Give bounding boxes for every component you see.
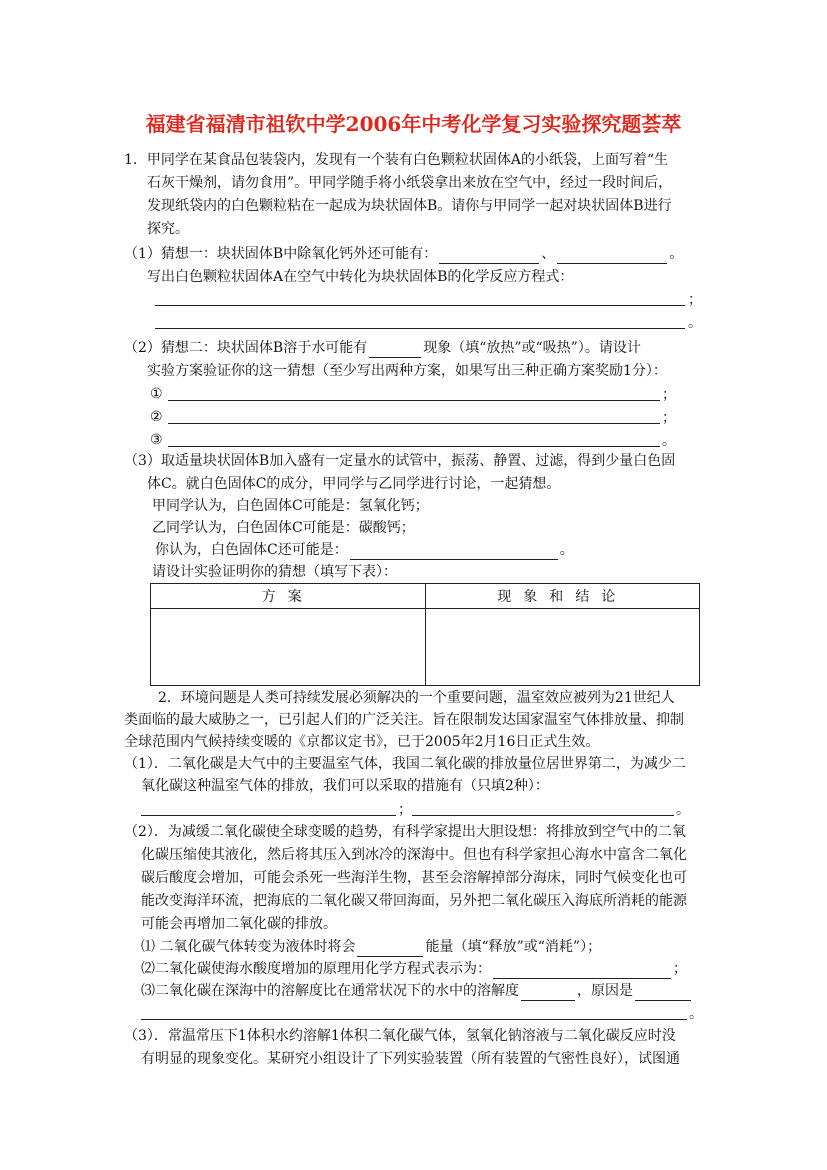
separator: 、 (541, 246, 556, 262)
table-header-plan: 方案 (151, 584, 426, 609)
period: 。 (662, 433, 676, 449)
q2-intro-line-3: 全球范围内气候持续变暖的《京都议定书》，已于2005年2月16日正式生效。 (124, 734, 600, 750)
semicolon: ； (673, 961, 687, 977)
answer-blank[interactable] (439, 248, 539, 264)
q2-sub3-line-2: 有明显的现象变化。某研究小组设计了下列实验装置（所有装置的气密性良好），试图通 (141, 1051, 680, 1067)
q1-part3-line-1: （3）取适量块状固体B加入盛有一定量水的试管中，振荡、静置、过滤，得到少量白色固 (124, 453, 676, 469)
semicolon: ； (662, 410, 676, 426)
q1-part1-line (124, 244, 683, 264)
table-cell-plan[interactable] (151, 609, 426, 686)
q1-stem-line-2: 石灰干燥剂，请勿食用”。甲同学随手将小纸袋拿出来放在空气中，经过一段时间后， (147, 175, 673, 191)
q2-sub2-item-3 (141, 981, 693, 1001)
q1-part3-design-prompt: 请设计实验证明你的猜想（填写下表）： (152, 564, 397, 580)
answer-line[interactable] (155, 328, 685, 329)
q1-part2-prompt: （2）猜想二：块状固体B溶于水可能有 (124, 340, 368, 356)
q2-sub1-line-1: （1）．二氧化碳是大气中的主要温室气体，我国二氧化碳的排放量位居世界第二，为减少二 (124, 756, 686, 772)
circled-2: ② (150, 409, 163, 425)
circled-1: ① (150, 386, 163, 402)
answer-blank[interactable] (557, 248, 667, 264)
q1-part1-equation-prompt: 写出白色颗粒状固体A在空气中转化为块状固体B的化学反应方程式： (147, 269, 574, 285)
q2-sub2-item-3-prompt: ⑶二氧化碳在深海中的溶解度比在通常状况下的水中的溶解度 (141, 983, 519, 999)
q1-part2-line-2: 实验方案验证你的这一猜想（至少写出两种方案，如果写出三种正确方案奖励1分）： (147, 363, 667, 379)
circled-3: ③ (150, 432, 163, 448)
q1-part2-prompt-cont: 现象（填“放热”或“吸热”）。请设计 (423, 340, 641, 356)
answer-blank[interactable] (350, 544, 558, 560)
semicolon: ； (662, 387, 676, 403)
answer-blank[interactable] (635, 985, 691, 1001)
answer-line[interactable] (141, 815, 396, 816)
page-title: 福建省福清市祖钦中学2006年中考化学复习实验探究题荟萃 (145, 112, 682, 136)
answer-line[interactable] (155, 305, 685, 306)
table-cell-observation[interactable] (425, 609, 700, 686)
semicolon: ； (398, 802, 412, 818)
q1-part3-line-2: 体C。就白色固体C的成分，甲同学与乙同学进行讨论，一起猜想。 (147, 476, 561, 492)
semicolon: ； (688, 292, 702, 308)
q1-stem-line-1: 1．甲同学在某食品包装袋内，发现有一个装有白色颗粒状固体A的小纸袋，上面写着“生 (124, 152, 669, 168)
q1-part1-prompt: （1）猜想一：块状固体B中除氧化钙外还可能有： (124, 246, 438, 262)
q1-part3-line-3: 甲同学认为，白色固体C可能是：氢氧化钙； (152, 498, 429, 514)
q2-sub2-item-2-prompt: ⑵二氧化碳使海水酸度增加的原理用化学方程式表示为： (141, 961, 491, 977)
table-header-observation: 现象和结论 (425, 584, 700, 609)
period: 。 (688, 315, 702, 331)
q2-sub2-item-1-prompt-cont: 能量（填“释放”或“消耗”）； (425, 939, 602, 955)
q2-sub2-item-2 (141, 959, 687, 979)
period: 。 (559, 542, 574, 558)
answer-line[interactable] (412, 815, 674, 816)
q2-sub2-item-3-reason: ，原因是 (577, 983, 633, 999)
q2-sub2-line-2: 化碳压缩使其液化，然后将其压入到冰冷的深海中。但也有科学家担心海水中富含二氧化 (141, 847, 687, 863)
q1-part3-guess-prompt: 你认为，白色固体C还可能是： (155, 542, 348, 558)
answer-line[interactable] (168, 400, 660, 401)
q2-sub2-line-3: 碳后酸度会增加，可能会杀死一些海洋生物，甚至会溶解掉部分海床，同时气候变化也可 (141, 870, 687, 886)
q2-sub2-line-4: 能改变海洋环流，把海底的二氧化碳又带回海面，另外把二氧化碳压入海底所消耗的能源 (141, 893, 687, 909)
q1-part2-line-1 (124, 338, 641, 358)
q2-sub3-line-1: （3）．常温常压下1体积水约溶解1体积二氧化碳气体，氢氧化钠溶液与二氧化碳反应时没 (124, 1028, 676, 1044)
answer-blank[interactable] (369, 342, 421, 358)
q2-sub2-line-1: （2）．为减缓二氧化碳使全球变暖的趋势，有科学家提出大胆设想：将排放到空气中的二氧 (124, 824, 686, 840)
answer-blank[interactable] (521, 985, 575, 1001)
q2-intro-line-1: 2．环境问题是人类可持续发展必须解决的一个重要问题，温室效应被列为21世纪人 (158, 690, 675, 706)
answer-blank[interactable] (493, 963, 671, 979)
answer-blank[interactable] (357, 941, 423, 957)
answer-line[interactable] (168, 446, 660, 447)
q1-part3-guess-line (155, 540, 574, 560)
answer-line[interactable] (168, 423, 660, 424)
q2-sub2-item-1-prompt: ⑴ 二氧化碳气体转变为液体时将会 (141, 939, 356, 955)
period: 。 (676, 802, 690, 818)
period: 。 (689, 1006, 703, 1022)
experiment-design-table (150, 583, 700, 686)
q1-stem-line-3: 发现纸袋内的白色颗粒粘在一起成为块状固体B。请你与甲同学一起对块状固体B进行 (147, 198, 672, 214)
q2-sub2-item-1 (141, 937, 601, 957)
q2-sub2-line-5: 可能会再增加二氧化碳的排放。 (141, 916, 337, 932)
q1-stem-line-4: 探究。 (147, 221, 189, 237)
q2-intro-line-2: 类面临的最大威胁之一，已引起人们的广泛关注。旨在限制发达国家温室气体排放量、抑制 (124, 712, 684, 728)
q1-part3-line-4: 乙同学认为，白色固体C可能是：碳酸钙； (152, 520, 415, 536)
period: 。 (669, 246, 684, 262)
answer-line[interactable] (141, 1019, 687, 1020)
q2-sub1-line-2: 氧化碳这种温室气体的排放，我们可以采取的措施有（只填2种）： (141, 778, 549, 794)
